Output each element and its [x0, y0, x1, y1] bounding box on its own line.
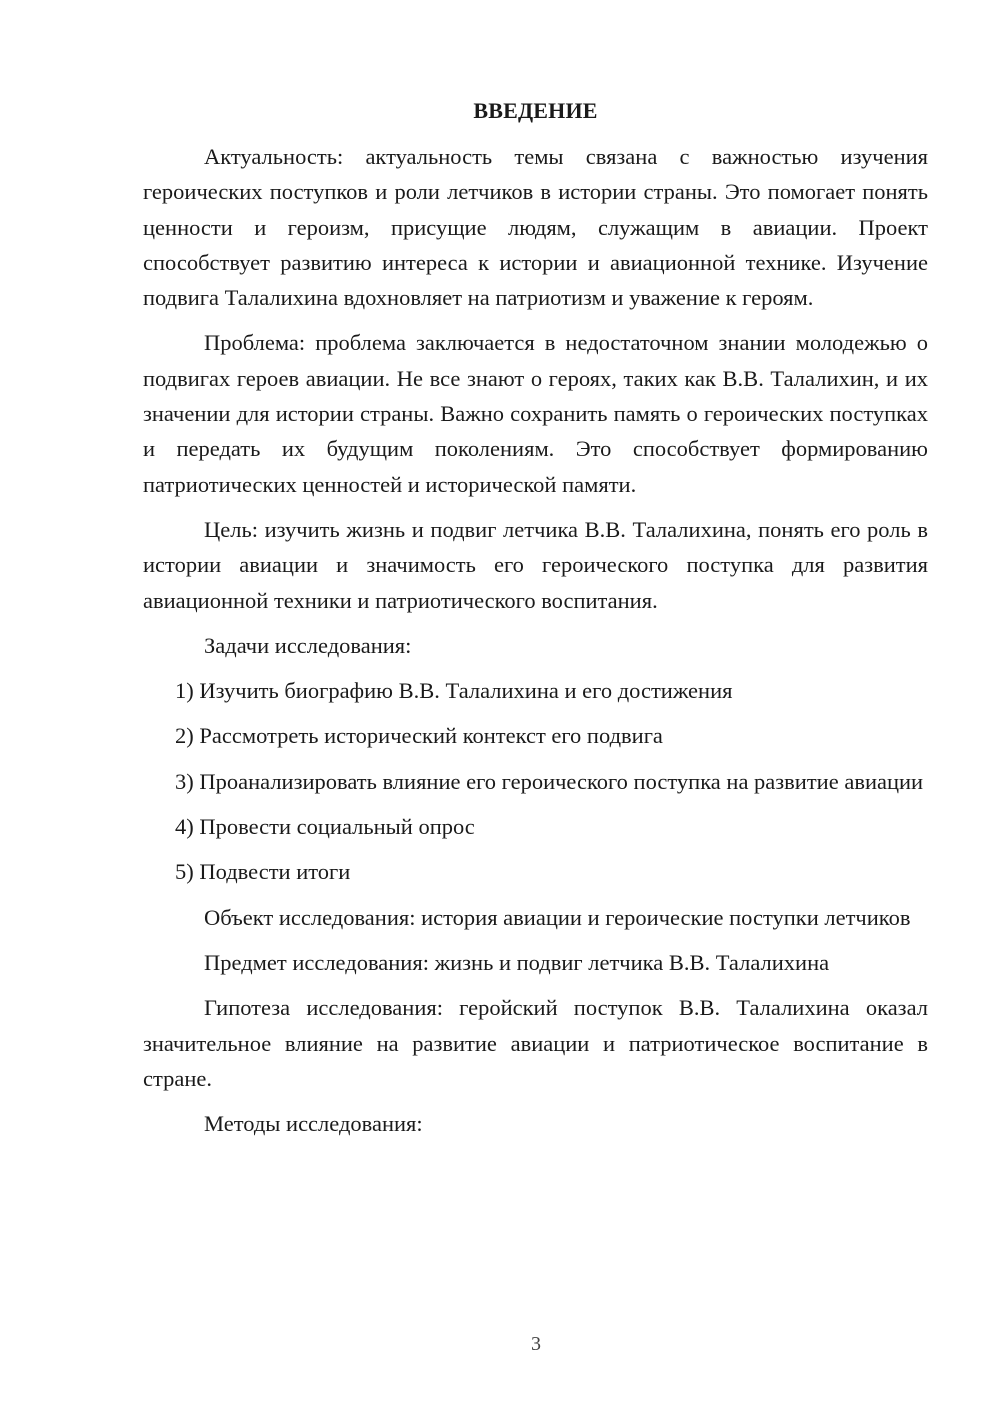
task-item-4: 4) Провести социальный опрос — [175, 814, 475, 840]
paragraph-problem: Проблема: проблема заключается в недостаточном знании молодежью о подвигах героев авиации. Не все знают о героях, таких как В.В. Талалихин, и их значении для истории страны. Важно сохранить память о героических поступках и передать их будущим поколениям. Это способствует формированию патриотических ценностей и исторической памяти. — [143, 330, 928, 497]
methods-title: Методы исследования: — [204, 1111, 423, 1137]
paragraph-hypothesis: Гипотеза исследования: геройский поступок В.В. Талалихина оказал значительное влияние на развитие авиации и патриотическое воспитание в стране. — [143, 995, 928, 1091]
page-title: ВВЕДЕНИЕ — [473, 98, 598, 123]
tasks-title: Задачи исследования: — [204, 632, 412, 658]
document-page — [143, 93, 928, 1141]
paragraph-subject: Предмет исследования: жизнь и подвиг летчика В.В. Талалихина — [204, 949, 830, 975]
paragraph-relevance: Актуальность: актуальность темы связана с важностью изучения героических поступков и роли летчиков в истории страны. Это помогает понять ценности и героизм, присущие людям, служащим в авиации. Проект способствует развитию интереса к истории и авиационной технике. Изучение подвига Талалихина вдохновляет на патриотизм и уважение к героям. — [143, 144, 928, 311]
paragraph-goal: Цель: изучить жизнь и подвиг летчика В.В. Талалихина, понять его роль в истории авиации и значимость его героического поступка для развития авиационной техники и патриотического воспитания. — [143, 516, 928, 613]
task-item-5: 5) Подвести итоги — [175, 859, 351, 885]
task-item-3: 3) Проанализировать влияние его героического поступка на развитие авиации — [175, 768, 924, 794]
paragraph-object: Объект исследования: история авиации и героические поступки летчиков — [204, 904, 911, 930]
page-number: 3 — [531, 1333, 541, 1355]
task-item-2: 2) Рассмотреть исторический контекст его подвига — [175, 723, 663, 749]
task-item-1: 1) Изучить биографию В.В. Талалихина и его достижения — [175, 678, 733, 704]
